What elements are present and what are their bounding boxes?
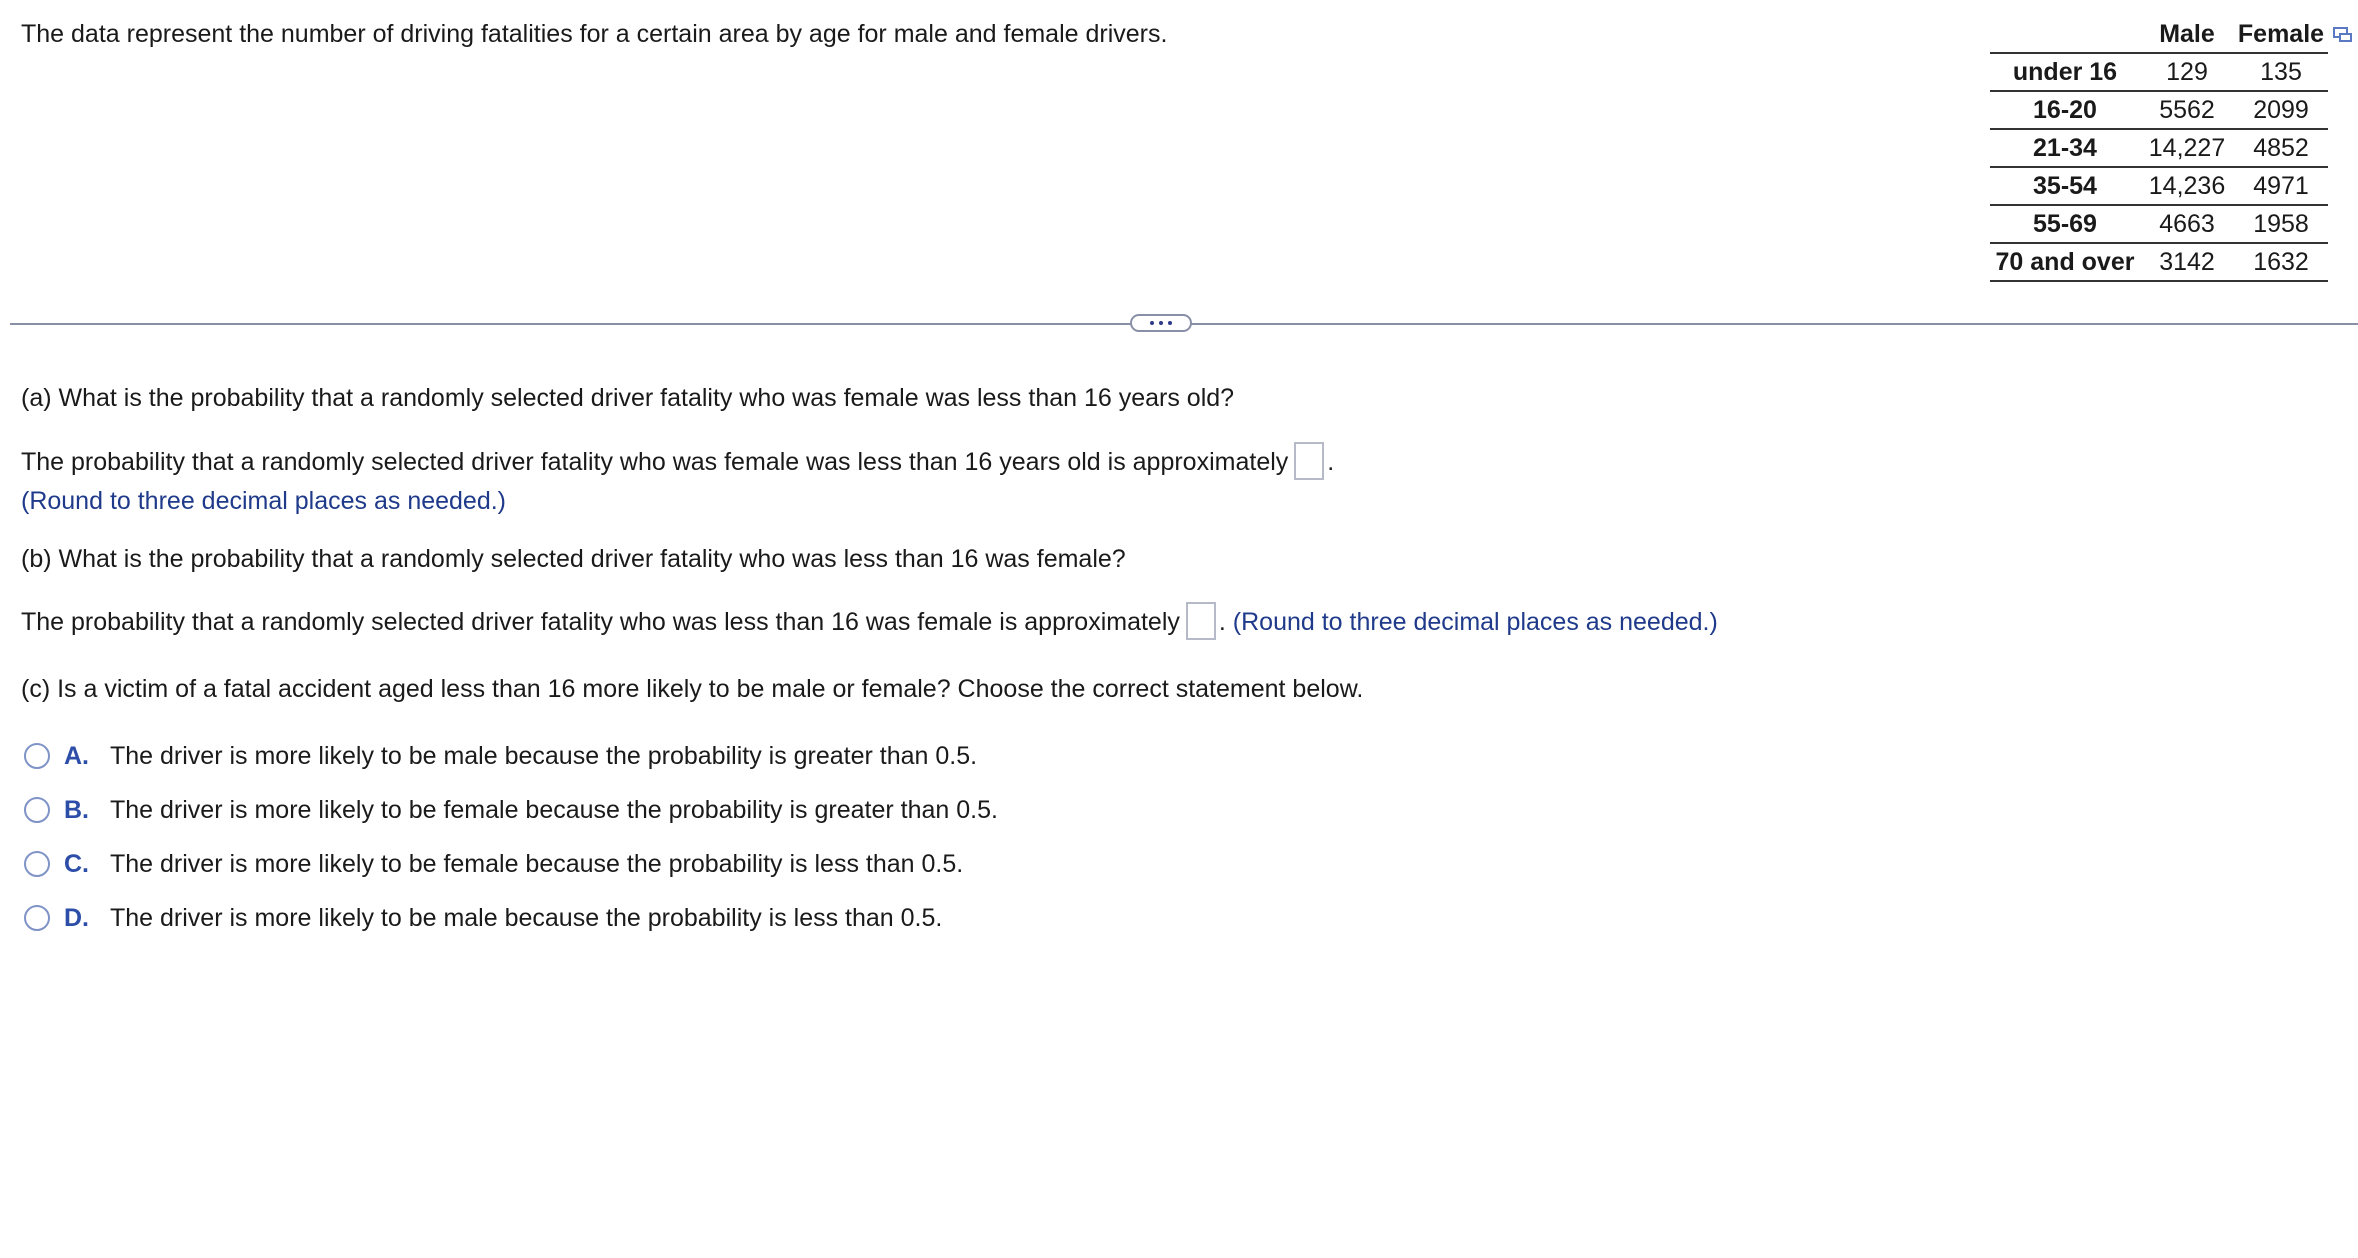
male-value: 129 (2166, 58, 2208, 86)
option-text: The driver is more likely to be female because the probability is greater than 0.5. (110, 795, 998, 824)
answer-a-line (21, 444, 1334, 482)
option-a[interactable] (24, 738, 977, 774)
fatalities-table (1990, 16, 2328, 282)
radio-button[interactable] (24, 905, 50, 931)
expand-more-button[interactable] (1130, 314, 1192, 332)
table-row (1990, 205, 2328, 243)
table-row (1990, 129, 2328, 167)
option-letter: A. (64, 741, 89, 770)
row-age-label: 35-54 (2033, 172, 2097, 200)
row-age-label: under 16 (2012, 58, 2118, 86)
radio-button[interactable] (24, 743, 50, 769)
female-value: 4971 (2253, 172, 2309, 200)
ellipsis-icon (1168, 321, 1172, 325)
row-age-label: 16-20 (2033, 96, 2097, 124)
option-letter: C. (64, 849, 89, 878)
ellipsis-icon (1150, 321, 1154, 325)
option-letter: B. (64, 795, 89, 824)
option-b[interactable] (24, 792, 998, 828)
data-table-container (1990, 16, 2328, 282)
answer-a-hint: (Round to three decimal places as needed.) (21, 487, 507, 515)
answer-b-line (21, 604, 1718, 642)
male-value: 5562 (2159, 96, 2215, 124)
problem-intro: The data represent the number of driving fatalities for a certain area by age for male and female drivers. (21, 20, 1168, 48)
female-value: 1632 (2253, 248, 2309, 276)
answer-b-suffix: . (1218, 608, 1226, 636)
answer-b-input[interactable] (1186, 602, 1216, 640)
option-text: The driver is more likely to be female because the probability is less than 0.5. (110, 849, 964, 878)
table-row (1990, 167, 2328, 205)
row-age-label: 21-34 (2033, 134, 2097, 162)
question-c: (c) Is a victim of a fatal accident aged less than 16 more likely to be male or female? Choose the correct statement below. (21, 675, 1364, 703)
question-b: (b) What is the probability that a randomly selected driver fatality who was less than 16 was female? (21, 545, 1126, 573)
male-value: 4663 (2159, 210, 2215, 238)
female-value: 1958 (2253, 210, 2309, 238)
header-male: Male (2159, 20, 2215, 48)
answer-b-prefix: The probability that a randomly selected driver fatality who was less than 16 was female is approximately (21, 608, 1180, 636)
male-value: 14,227 (2148, 134, 2226, 162)
radio-button[interactable] (24, 797, 50, 823)
female-value: 135 (2260, 58, 2302, 86)
answer-a-suffix: . (1327, 448, 1335, 476)
answer-a-prefix: The probability that a randomly selected driver fatality who was female was less than 16 years old is approximately (21, 448, 1289, 476)
header-age (1990, 16, 2140, 53)
ellipsis-icon (1159, 321, 1163, 325)
header-female: Female (2237, 20, 2325, 48)
radio-button[interactable] (24, 851, 50, 877)
answer-b-hint: (Round to three decimal places as needed.) (1232, 608, 1718, 636)
row-age-label: 70 and over (1995, 248, 2135, 276)
question-a: (a) What is the probability that a randomly selected driver fatality who was female was less than 16 years old? (21, 384, 1235, 412)
male-value: 14,236 (2148, 172, 2226, 200)
option-letter: D. (64, 903, 89, 932)
copy-icon[interactable] (2333, 25, 2353, 45)
table-row (1990, 243, 2328, 281)
table-row (1990, 53, 2328, 91)
table-header-row (1990, 16, 2328, 53)
option-d[interactable] (24, 900, 942, 936)
option-c[interactable] (24, 846, 963, 882)
option-text: The driver is more likely to be male because the probability is greater than 0.5. (110, 741, 978, 770)
female-value: 2099 (2253, 96, 2309, 124)
female-value: 4852 (2253, 134, 2309, 162)
table-row (1990, 91, 2328, 129)
male-value: 3142 (2159, 248, 2215, 276)
row-age-label: 55-69 (2033, 210, 2097, 238)
option-text: The driver is more likely to be male because the probability is less than 0.5. (110, 903, 943, 932)
answer-a-input[interactable] (1294, 442, 1324, 480)
